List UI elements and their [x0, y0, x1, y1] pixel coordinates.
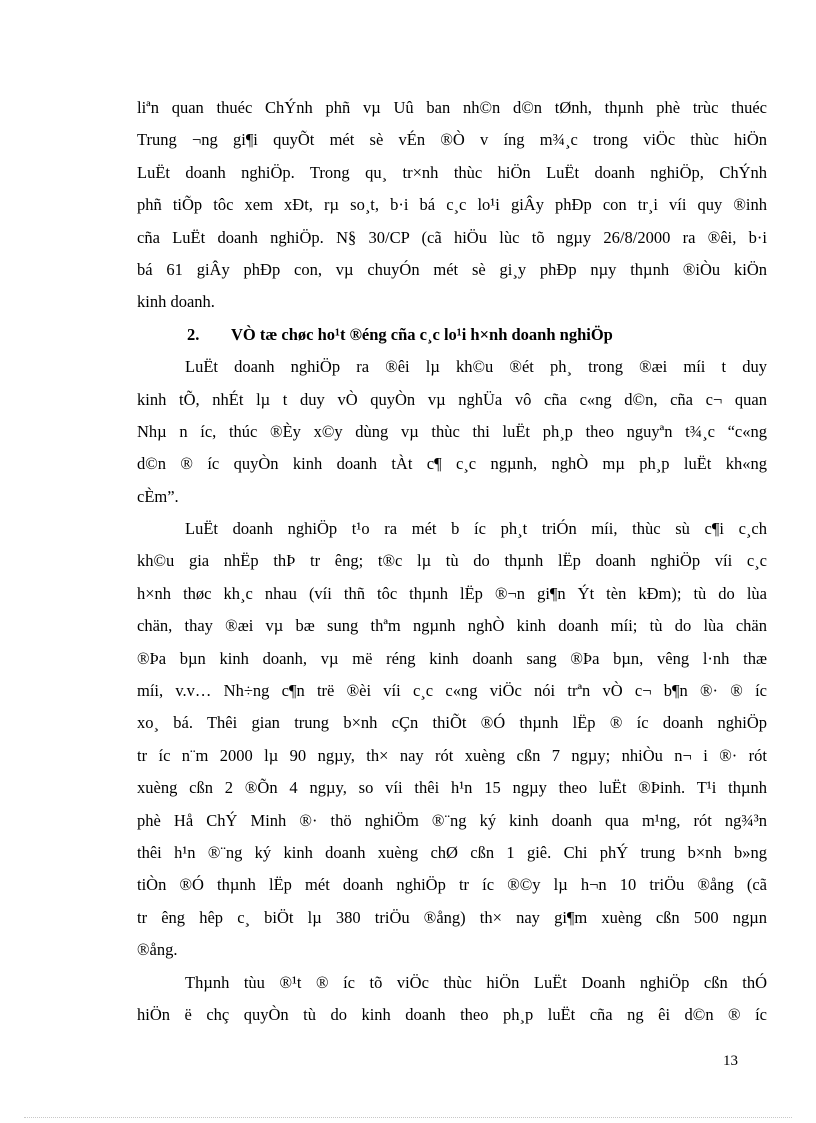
text-line: hiÖn ë chç quyÒn tù do kinh doanh theo ph¸p luËt cña ng êi d©n ® íc	[137, 1004, 767, 1024]
text-line: Trung ¬ng gi¶i quyÕt mét sè vÉn ®Ò v íng m¾¸c trong viÖc thùc hiÖn	[137, 130, 767, 150]
section-heading	[137, 319, 767, 351]
paragraph-2	[137, 351, 767, 513]
paragraph-1	[137, 92, 767, 319]
text-line: xuèng cßn 2 ®Õn 4 ngµy, so víi thêi h¹n 15 ngµy theo luËt ®Þinh. T¹i thµnh	[137, 778, 767, 798]
text-line: phñ tiÕp tôc xem xÐt, rµ so¸t, b·i bá c¸c lo¹i giÂy phÐp con tr¸i víi quy ®inh	[137, 195, 767, 215]
section-title: VÒ tæ chøc ho¹t ®éng cña c¸c lo¹i h×nh doanh nghiÖp	[231, 324, 613, 344]
section-number: 2.	[187, 324, 200, 344]
text-line: kinh tÕ, nhÉt lµ t duy vÒ quyÒn vµ nghÜa vô cña c«ng d©n, cña c¬ quan	[137, 389, 767, 409]
text-line: LuËt doanh nghiÖp t¹o ra mét b íc ph¸t triÓn míi, thùc sù c¶i c¸ch	[185, 519, 767, 539]
text-line: chän, thay ®æi vµ bæ sung thªm ngµnh nghÒ kinh doanh míi; tù do lùa chän	[137, 616, 767, 636]
page-number: 13	[723, 1053, 738, 1069]
text-line: xo¸ bá. Thêi gian trung b×nh cÇn thiÕt ®Ó thµnh lËp ® íc doanh nghiÖp	[137, 713, 767, 733]
text-line: tiÒn ®Ó thµnh lËp mét doanh nghiÖp tr íc ®©y lµ h¬n 10 triÖu ®ång (cã	[137, 875, 767, 895]
text-line: liªn quan thuéc ChÝnh phñ vµ Uû ban nh©n d©n tØnh, thµnh phè trùc thuéc	[137, 98, 767, 117]
paragraph-4	[137, 967, 767, 1032]
paragraph-3	[137, 513, 767, 966]
text-line: tr íc n¨m 2000 lµ 90 ngµy, th× nay rót xuèng cßn 7 ngµy; nhiÒu n¬ i ®· rót	[137, 745, 767, 765]
text-line: Thµnh tùu ®¹t ® íc tõ viÖc thùc hiÖn LuËt Doanh nghiÖp cßn thÓ	[185, 972, 767, 992]
text-line: Nhµ n íc, thúc ®Èy x©y dùng vµ thùc thi luËt ph¸p theo nguyªn t¾¸c “c«ng	[137, 421, 767, 441]
text-line: míi, v.v… Nh÷ng c¶n trë ®èi víi c¸c c«ng viÖc nói trªn vÒ c¬ b¶n ®· ® íc	[137, 681, 767, 701]
text-line: kh©u gia nhËp thÞ tr êng; t®c lµ tù do thµnh lËp doanh nghiÖp víi c¸c	[137, 551, 767, 571]
text-line: ®Þa bµn kinh doanh, vµ më réng kinh doanh sang ®Þa bµn, vêng l·nh thæ	[137, 648, 767, 668]
text-line: LuËt doanh nghiÖp ra ®êi lµ kh©u ®ét ph¸ trong ®æi míi t duy	[185, 357, 767, 377]
text-line: phè Hå ChÝ Minh ®· thö nghiÖm ®¨ng ký kinh doanh qua m¹ng, rót ng¾³n	[137, 810, 767, 830]
text-line: kinh doanh.	[137, 292, 215, 312]
text-line: tr êng hêp c¸ biÖt lµ 380 triÖu ®ång) th× nay gi¶m xuèng cßn 500 ngµn	[137, 907, 767, 927]
text-line: cÈm”.	[137, 486, 179, 506]
text-line: cña LuËt doanh nghiÖp. N§ 30/CP (cã hiÖu lùc tõ ngµy 26/8/2000 ra ®êi, b·i	[137, 227, 767, 247]
text-line: h×nh thøc kh¸c nhau (víi thñ tôc thµnh lËp ®¬n gi¶n Ýt tèn kÐm); tù do lùa	[137, 583, 767, 603]
text-line: thêi h¹n ®¨ng ký kinh doanh xuèng chØ cßn 1 giê. Chi phÝ trung b×nh b»ng	[137, 842, 767, 862]
text-line: bá 61 giÂy phÐp con, vµ chuyÓn mét sè gi¸y phÐp nµy thµnh ®iÒu kiÖn	[137, 259, 767, 279]
page-bottom-divider	[24, 1117, 792, 1118]
body-text	[137, 92, 767, 1031]
text-line: ®ång.	[137, 940, 178, 960]
text-line: LuËt doanh nghiÖp. Trong qu¸ tr×nh thùc hiÖn LuËt doanh nghiÖp, ChÝnh	[137, 162, 767, 182]
text-line: d©n ® íc quyÒn kinh doanh tÀt c¶ c¸c ngµnh, nghÒ mµ ph¸p luËt kh«ng	[137, 454, 767, 474]
